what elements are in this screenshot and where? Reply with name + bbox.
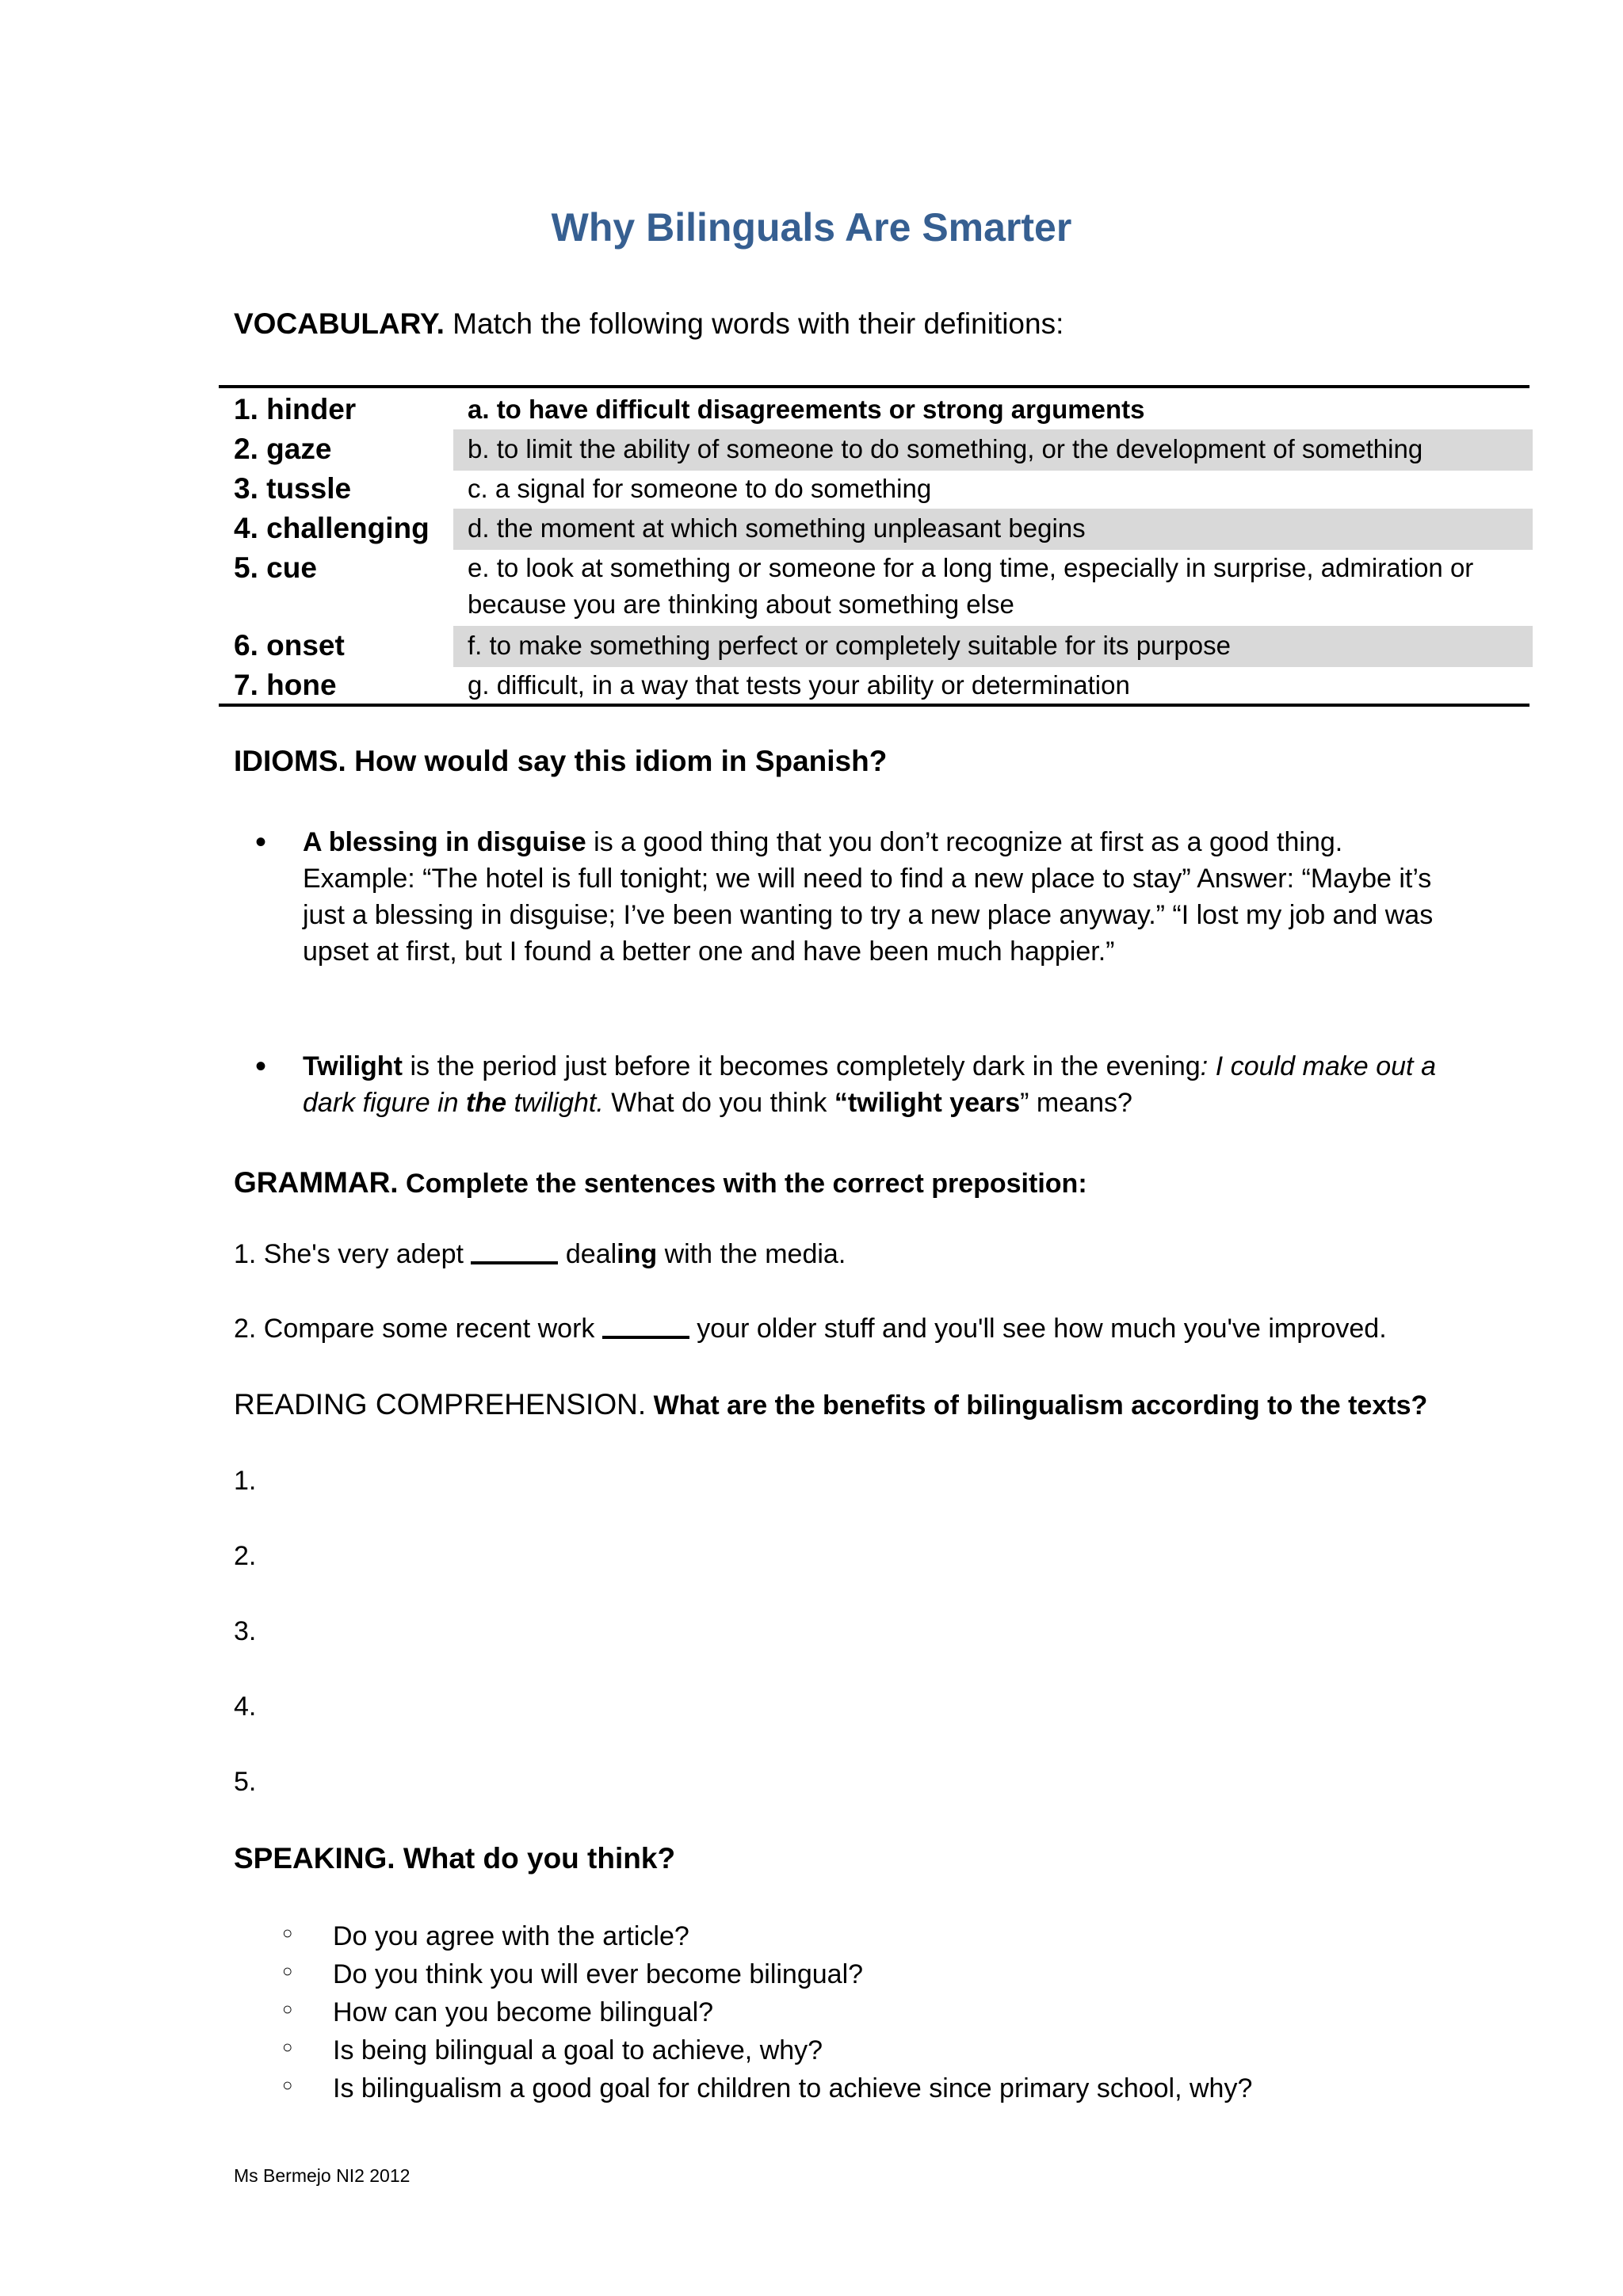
vocab-row: [219, 624, 1529, 664]
grammar-sentence-2: [234, 1310, 1387, 1347]
vocab-word: 7. hone: [234, 669, 337, 701]
answer-number: 3.: [234, 1616, 257, 1646]
vocab-word: 4. challenging: [234, 512, 430, 544]
answer-number: 2.: [234, 1541, 257, 1571]
vocab-definition: a. to have difficult disagreements or strong arguments: [468, 395, 1145, 424]
speaking-question: Is being bilingual a goal to achieve, why?: [333, 2035, 823, 2065]
vocab-definition: b. to limit the ability of someone to do something, or the development of something: [453, 429, 1533, 471]
idiom-explanation: is a good thing that you don’t recognize at first as a good thing. Example: “The hotel is full tonight; we will need to find a new place to stay” Answer: “Maybe it’s just a blessing in disguise; I’ve been wanting to try a new place anyway.” “I lost my job and was upset at first, but I found a better one and have been much happier.”: [303, 827, 1434, 967]
vocab-definition: e. to look at something or someone for a long time, especially in surprise, admiration or because you are thinking about something else: [468, 553, 1474, 619]
idiom-term: Twilight: [303, 1051, 403, 1081]
speaking-question: How can you become bilingual?: [333, 1997, 714, 2027]
answer-number: 5.: [234, 1767, 257, 1797]
vocabulary-instruction: Match the following words with their definitions:: [444, 307, 1064, 340]
answer-blank[interactable]: [602, 1312, 689, 1339]
page-title: Why Bilinguals Are Smarter: [551, 205, 1072, 250]
grammar-label: GRAMMAR.: [234, 1166, 399, 1199]
bullet-icon: •: [255, 1049, 267, 1084]
vocab-word: 1. hinder: [234, 393, 357, 425]
vocab-word: 6. onset: [234, 629, 345, 662]
vocabulary-label: VOCABULARY.: [234, 307, 445, 340]
speaking-heading: SPEAKING. What do you think?: [234, 1842, 676, 1875]
vocab-word: 5. cue: [234, 551, 317, 584]
idiom-question-end: ” means?: [1020, 1088, 1132, 1118]
vocab-definition: c. a signal for someone to do something: [468, 474, 932, 503]
circle-bullet-icon: ○: [282, 1961, 293, 1981]
circle-bullet-icon: ○: [282, 1923, 293, 1943]
idiom-example-bold: the: [466, 1088, 506, 1118]
idiom-twilight-text: [303, 1048, 1436, 1121]
reading-heading: [234, 1388, 1427, 1421]
answer-blank[interactable]: [471, 1238, 558, 1264]
vocab-row: [219, 547, 1529, 624]
reading-label: READING COMPREHENSION.: [234, 1388, 647, 1421]
circle-bullet-icon: ○: [282, 2075, 293, 2095]
bullet-icon: •: [255, 825, 267, 860]
circle-bullet-icon: ○: [282, 2037, 293, 2057]
idiom-example-part: : I could make out a dark figure in: [303, 1051, 1436, 1118]
sentence-text: with the media.: [657, 1239, 846, 1269]
idiom-question-bold: “twilight years: [834, 1088, 1021, 1118]
vocabulary-heading: [234, 307, 1064, 341]
vocab-definition: d. the moment at which something unpleasant begins: [453, 509, 1533, 550]
idiom-example-part: twilight.: [506, 1088, 604, 1118]
sentence-text: deal: [558, 1239, 617, 1269]
speaking-question: Do you agree with the article?: [333, 1921, 689, 1951]
answer-number: 1.: [234, 1466, 257, 1496]
grammar-heading: [234, 1166, 1087, 1199]
grammar-instruction: Complete the sentences with the correct preposition:: [398, 1169, 1087, 1199]
sentence-text: 1. She's very adept: [234, 1239, 472, 1269]
vocab-word: 2. gaze: [234, 433, 332, 465]
speaking-question: Is bilingualism a good goal for children to achieve since primary school, why?: [333, 2073, 1253, 2103]
vocab-row: [219, 507, 1529, 547]
footer-author: Ms Bermejo NI2 2012: [234, 2165, 411, 2186]
circle-bullet-icon: ○: [282, 1999, 293, 2019]
grammar-sentence-1: [234, 1236, 846, 1272]
vocab-row: [219, 664, 1529, 704]
vocab-word: 3. tussle: [234, 472, 352, 505]
idiom-question: What do you think: [603, 1088, 834, 1118]
vocab-row: [219, 428, 1529, 467]
vocab-row: [219, 388, 1529, 428]
answer-number: 4.: [234, 1691, 257, 1722]
idioms-heading: IDIOMS. How would say this idiom in Spanish?: [234, 745, 888, 777]
reading-question: What are the benefits of bilingualism according to the texts?: [646, 1390, 1428, 1421]
speaking-question: Do you think you will ever become bilingual?: [333, 1959, 864, 1989]
sentence-bold: ing: [617, 1239, 658, 1269]
idiom-blessing-text: [303, 824, 1436, 970]
idiom-term: A blessing in disguise: [303, 827, 586, 857]
vocab-definition: g. difficult, in a way that tests your ability or determination: [468, 670, 1130, 700]
vocab-definition: f. to make something perfect or completely suitable for its purpose: [453, 626, 1533, 667]
sentence-text: 2. Compare some recent work: [234, 1314, 602, 1344]
vocab-row: [219, 467, 1529, 507]
idiom-explanation: is the period just before it becomes completely dark in the evening: [402, 1051, 1201, 1081]
vocabulary-table: [219, 385, 1529, 707]
sentence-text: your older stuff and you'll see how much you've improved.: [689, 1314, 1387, 1344]
